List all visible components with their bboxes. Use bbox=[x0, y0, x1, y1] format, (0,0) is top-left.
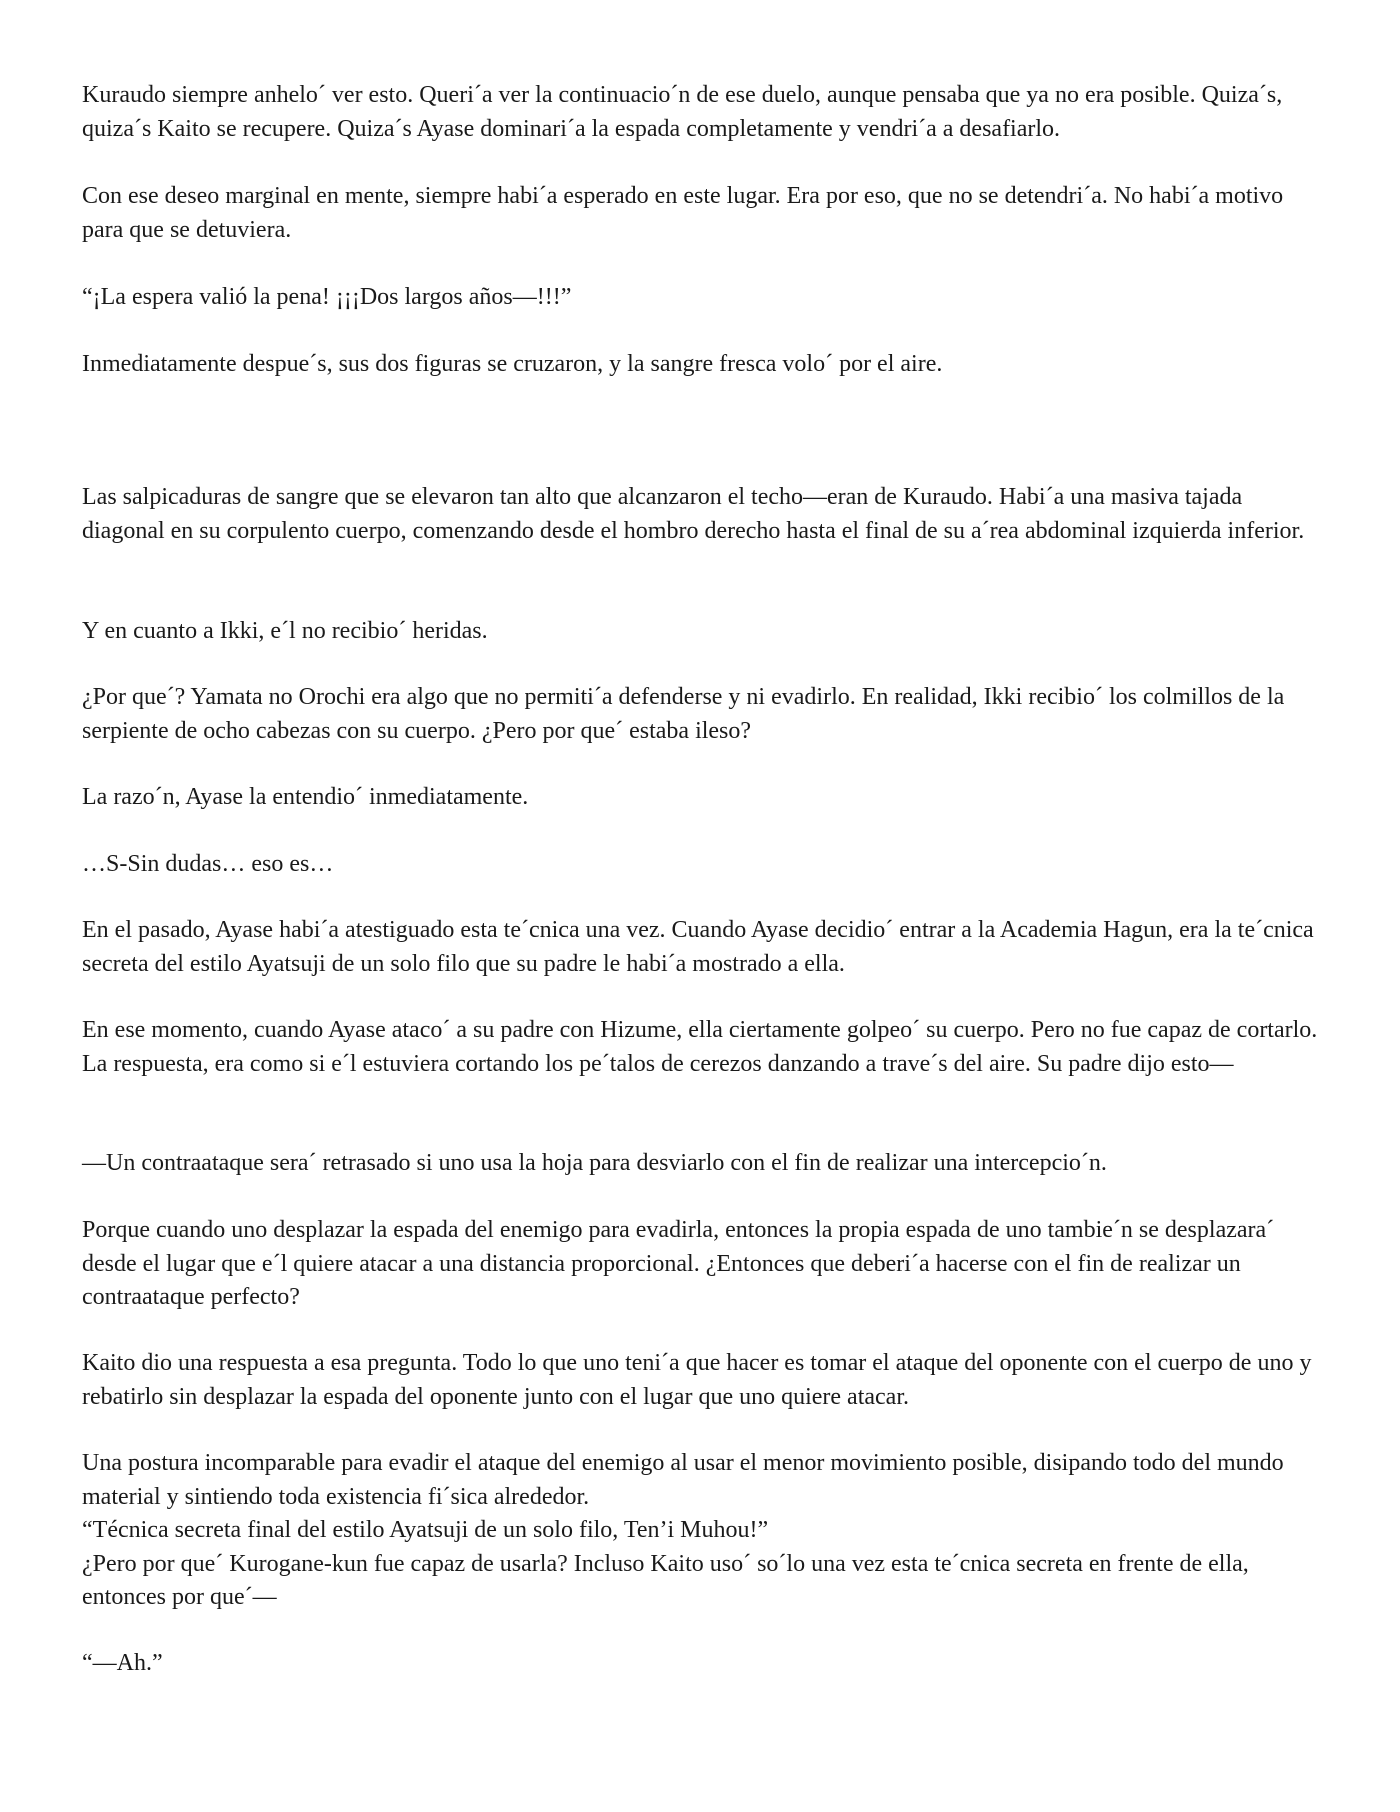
paragraph-16: “—Ah.” bbox=[82, 1650, 163, 1676]
paragraph-13: Porque cuando uno desplazar la espada del enemigo para evadirla, entonces la propia espada de uno tambie´n se desplazara´ desde el lugar que e´l quiere atacar a una distancia proporcional. ¿Entonces que deberi´a hacerse con el fin de realizar un contraataque perfecto? bbox=[82, 1217, 1275, 1310]
paragraph-3: “¡La espera valió la pena! ¡¡¡Dos largos años—!!!” bbox=[82, 284, 572, 310]
paragraph-14: Kaito dio una respuesta a esa pregunta. Todo lo que uno teni´a que hacer es tomar el ataque del oponente con el cuerpo de uno y rebatirlo sin desplazar la espada del oponente junto con el lugar que uno quiere atacar. bbox=[82, 1350, 1312, 1410]
paragraph-1: Kuraudo siempre anhelo´ ver esto. Queri´a ver la continuacio´n de ese duelo, aunque pensaba que ya no era posible. Quiza´s, quiza´s Kaito se recupere. Quiza´s Ayase dominari´a la espada completamente y vendri´a a desafiarlo. bbox=[82, 82, 1283, 142]
paragraph-11: En ese momento, cuando Ayase ataco´ a su padre con Hizume, ella ciertamente golpeo´ su cuerpo. Pero no fue capaz de cortarlo. La respuesta, era como si e´l estuviera cortando los pe´talos de cerezos danzando a trave´s del aire. Su padre dijo esto— bbox=[82, 1017, 1318, 1077]
paragraph-15: Una postura incomparable para evadir el ataque del enemigo al usar el menor movimiento posible, disipando todo del mundo material y sintiendo toda existencia fi´sica alrededor. “Técnica secreta final del estilo Ayatsuji de un solo filo, Ten’i Muhou!” ¿Pero por que´ Kurogane-kun fue capaz de usarla? Incluso Kaito uso´ so´lo una vez esta te´cnica secreta en frente de ella, entonces por que´— bbox=[82, 1450, 1284, 1610]
paragraph-12: —Un contraataque sera´ retrasado si uno usa la hoja para desviarlo con el fin de realizar una intercepcio´n. bbox=[82, 1150, 1107, 1176]
paragraph-4: Inmediatamente despue´s, sus dos figuras se cruzaron, y la sangre fresca volo´ por el aire. bbox=[82, 351, 943, 377]
paragraph-5: Las salpicaduras de sangre que se elevaron tan alto que alcanzaron el techo—eran de Kuraudo. Habi´a una masiva tajada diagonal en su corpulento cuerpo, comenzando desde el hombro derecho hasta el final de su a´rea abdominal izquierda inferior. bbox=[82, 484, 1305, 544]
paragraph-8: La razo´n, Ayase la entendio´ inmediatamente. bbox=[82, 784, 529, 810]
paragraph-6: Y en cuanto a Ikki, e´l no recibio´ heridas. bbox=[82, 618, 488, 644]
paragraph-10: En el pasado, Ayase habi´a atestiguado esta te´cnica una vez. Cuando Ayase decidio´ entrar a la Academia Hagun, era la te´cnica secreta del estilo Ayatsuji de un solo filo que su padre le habi´a mostrado a ella. bbox=[82, 917, 1314, 977]
paragraph-7: ¿Por que´? Yamata no Orochi era algo que no permiti´a defenderse y ni evadirlo. En realidad, Ikki recibio´ los colmillos de la serpiente de ocho cabezas con su cuerpo. ¿Pero por que´ estaba ileso? bbox=[82, 684, 1285, 744]
paragraph-2: Con ese deseo marginal en mente, siempre habi´a esperado en este lugar. Era por eso, que no se detendri´a. No habi´a motivo para que se detuviera. bbox=[82, 183, 1284, 243]
paragraph-9: …S-Sin dudas… eso es… bbox=[82, 851, 334, 877]
